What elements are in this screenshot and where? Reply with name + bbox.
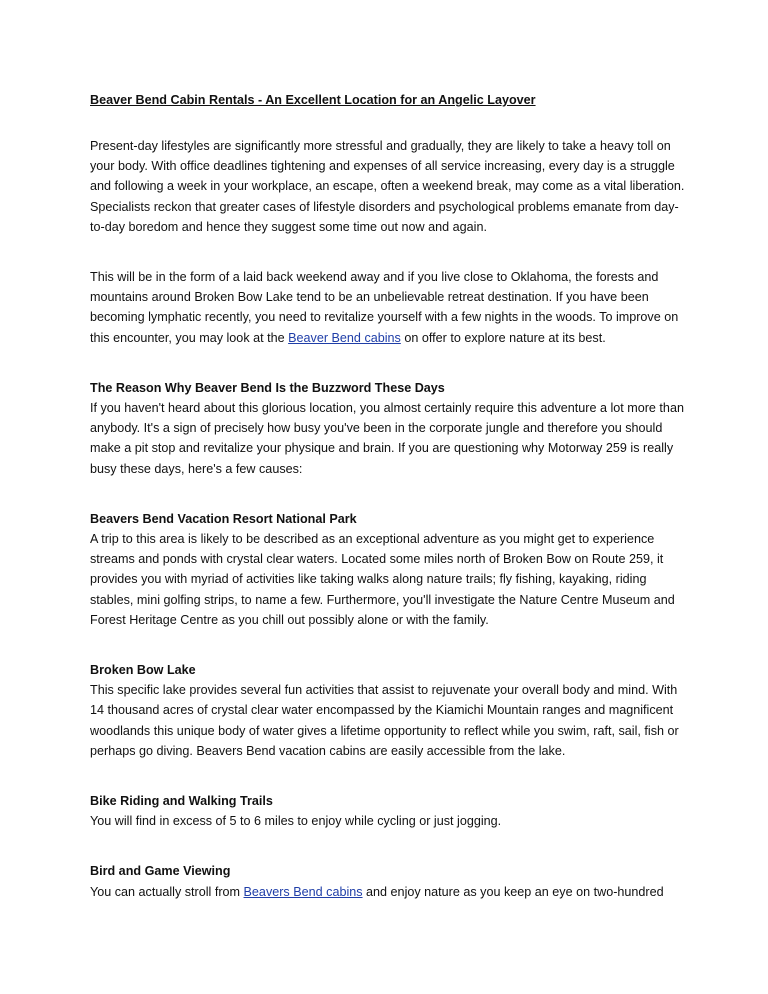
section-text-bird-game xyxy=(90,882,690,902)
section-text-bike-trails: You will find in excess of 5 to 6 miles to enjoy while cycling or just jogging. xyxy=(90,814,502,829)
document-title: Beaver Bend Cabin Rentals - An Excellent Location for an Angelic Layover xyxy=(90,93,536,107)
intro-paragraph-2-tail: on offer to explore nature at its best. xyxy=(400,330,606,345)
spacer xyxy=(90,479,690,509)
spacer xyxy=(90,237,690,267)
section-text-bird-game-end: and enjoy nature as you keep an eye on two-hundred xyxy=(362,884,664,899)
section-text-broken-bow-lake: This specific lake provides several fun activities that assist to rejuvenate your overall body and mind. With 14 thousand acres of crystal clear water encompassed by the Kiamichi Mountain ranges and magnificent woodlands this unique body of water gives a lifetime opportunity to reflect while you swim, raft, sail, fish or perhaps go diving. Beavers Bend vacation cabins are easily accessible from the lake. xyxy=(90,683,679,758)
section-heading-bird-game: Bird and Game Viewing xyxy=(90,864,231,879)
spacer xyxy=(90,831,690,861)
spacer xyxy=(90,110,690,136)
section-text-national-park: A trip to this area is likely to be described as an exceptional adventure as you might get to experience streams and ponds with crystal clear waters. Located some miles north of Broken Bow on Route 259, it provides you with myriad of activities like taking walks along nature trails; fly fishing, kayaking, riding stables, mini golfing strips, to name a few. Furthermore, you'll investigate the Nature Centre Museum and Forest Heritage Centre as you chill out possibly alone or with the family. xyxy=(90,532,675,627)
spacer xyxy=(90,761,690,791)
section-text-bird-game-start: You can actually stroll from xyxy=(90,884,244,899)
intro-paragraph-1: Present-day lifestyles are significantly more stressful and gradually, they are likely to take a heavy toll on your body. With office deadlines tightening and expenses of all service increasing, every day is a struggle and following a week in your workplace, an escape, often a weekend break, may come as a vital liberation. Specialists reckon that greater cases of lifestyle disorders and psychological problems emanate from day-to-day boredom and hence they suggest some time out now and again. xyxy=(90,139,685,234)
beaver-bend-cabins-link[interactable]: Beaver Bend cabins xyxy=(288,330,401,345)
spacer xyxy=(90,348,690,378)
section-heading-bike-trails: Bike Riding and Walking Trails xyxy=(90,794,273,809)
beavers-bend-cabins-link[interactable]: Beavers Bend cabins xyxy=(243,884,363,899)
section-text-buzzword: If you haven't heard about this glorious location, you almost certainly require this adventure a lot more than anybody. It's a sign of precisely how busy you've been in the corporate jungle and therefore you should make a pit stop and revitalize your physique and brain. If you are questioning why Motorway 259 is really busy these days, here's a few causes: xyxy=(90,401,684,476)
section-heading-national-park: Beavers Bend Vacation Resort National Park xyxy=(90,511,357,526)
document-page xyxy=(90,90,690,902)
intro-paragraph-2 xyxy=(90,267,690,348)
section-heading-buzzword: The Reason Why Beaver Bend Is the Buzzword These Days xyxy=(90,380,445,395)
spacer xyxy=(90,630,690,660)
intro-paragraph-2-text: This will be in the form of a laid back weekend away and if you live close to Oklahoma, the forests and mountains around Broken Bow Lake tend to be an unbelievable retreat destination. If you have been becoming lymphatic recently, you need to revitalize yourself with a few nights in the woods. To improve on this encounter, you may look at the xyxy=(90,270,679,345)
section-heading-broken-bow-lake: Broken Bow Lake xyxy=(90,663,196,678)
